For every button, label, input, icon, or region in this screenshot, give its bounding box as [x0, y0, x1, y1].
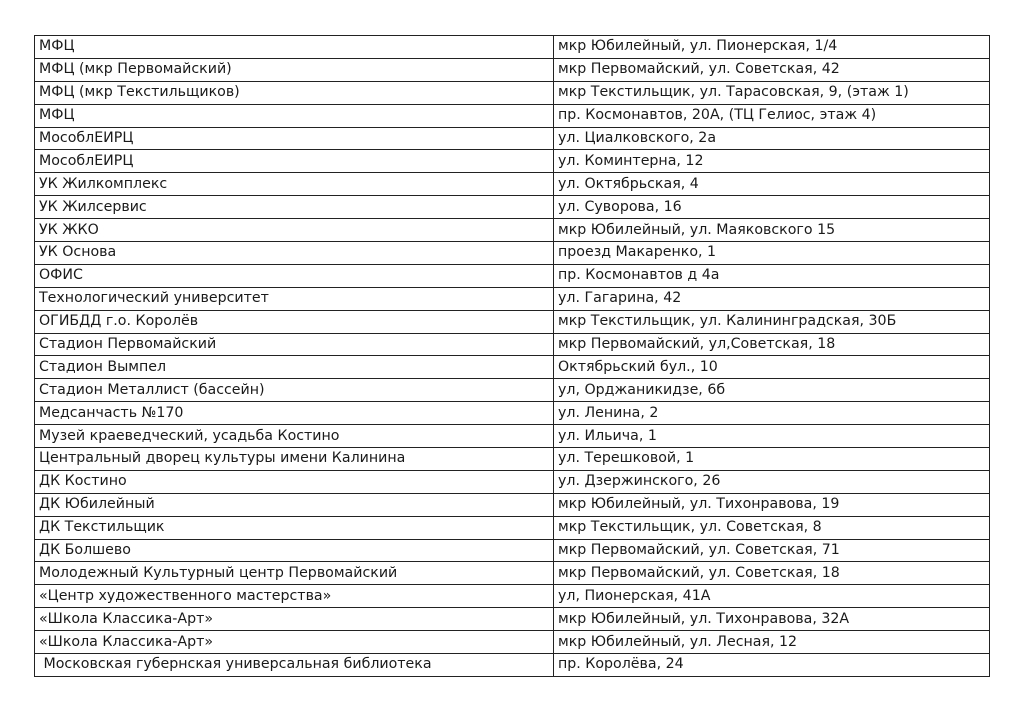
table-row	[35, 264, 990, 287]
table-row	[35, 425, 990, 448]
table-row	[35, 219, 990, 242]
organization-name-cell: Стадион Первомайский	[35, 333, 554, 356]
address-cell: ул. Дзержинского, 26	[554, 470, 990, 493]
table-row	[35, 539, 990, 562]
table-row	[35, 585, 990, 608]
organization-name-cell: УК Жилсервис	[35, 196, 554, 219]
address-cell: ул. Ильича, 1	[554, 425, 990, 448]
organization-name-cell: «Школа Классика-Арт»	[35, 608, 554, 631]
address-cell: мкр Первомайский, ул. Советская, 71	[554, 539, 990, 562]
organization-name-cell: ДК Болшево	[35, 539, 554, 562]
address-cell: пр. Королёва, 24	[554, 654, 990, 677]
address-cell: ул. Терешковой, 1	[554, 448, 990, 471]
organization-name-cell: Технологический университет	[35, 287, 554, 310]
table-row	[35, 242, 990, 265]
organization-name-cell: ДК Текстильщик	[35, 516, 554, 539]
organization-name-cell: ДК Костино	[35, 470, 554, 493]
organization-name-cell: Музей краеведческий, усадьба Костино	[35, 425, 554, 448]
organization-name-cell: Стадион Вымпел	[35, 356, 554, 379]
table-row	[35, 104, 990, 127]
organization-name-cell: ОФИС	[35, 264, 554, 287]
organization-name-cell: Молодежный Культурный центр Первомайский	[35, 562, 554, 585]
address-cell: ул, Орджаникидзе, 6б	[554, 379, 990, 402]
table-row	[35, 196, 990, 219]
table-row	[35, 402, 990, 425]
organization-name-cell: МособлЕИРЦ	[35, 150, 554, 173]
table-row	[35, 379, 990, 402]
address-cell: ул. Ленина, 2	[554, 402, 990, 425]
address-cell: мкр Юбилейный, ул. Тихонравова, 32А	[554, 608, 990, 631]
table-body	[35, 36, 990, 677]
organization-name-cell: Медсанчасть №170	[35, 402, 554, 425]
organization-name-cell: «Центр художественного мастерства»	[35, 585, 554, 608]
table-row	[35, 127, 990, 150]
table-row	[35, 562, 990, 585]
address-cell: мкр Первомайский, ул. Советская, 18	[554, 562, 990, 585]
address-cell: мкр Первомайский, ул,Советская, 18	[554, 333, 990, 356]
address-cell: мкр Текстильщик, ул. Калининградская, 30Б	[554, 310, 990, 333]
table-row	[35, 516, 990, 539]
organization-name-cell: УК Жилкомплекс	[35, 173, 554, 196]
address-cell: мкр Первомайский, ул. Советская, 42	[554, 58, 990, 81]
table-row	[35, 356, 990, 379]
table-row	[35, 81, 990, 104]
table-row	[35, 470, 990, 493]
address-cell: ул. Гагарина, 42	[554, 287, 990, 310]
address-cell: ул. Циалковского, 2а	[554, 127, 990, 150]
table-row	[35, 287, 990, 310]
table-row	[35, 58, 990, 81]
organization-name-cell: Центральный дворец культуры имени Калинина	[35, 448, 554, 471]
address-cell: мкр Текстильщик, ул. Тарасовская, 9, (этаж 1)	[554, 81, 990, 104]
table-row	[35, 631, 990, 654]
address-cell: ул. Коминтерна, 12	[554, 150, 990, 173]
organization-name-cell: МФЦ (мкр Текстильщиков)	[35, 81, 554, 104]
table-row	[35, 493, 990, 516]
organization-name-cell: УК ЖКО	[35, 219, 554, 242]
address-cell: Октябрьский бул., 10	[554, 356, 990, 379]
document-page	[34, 35, 989, 677]
address-cell: проезд Макаренко, 1	[554, 242, 990, 265]
table-row	[35, 36, 990, 59]
table-row	[35, 173, 990, 196]
address-cell: мкр Юбилейный, ул. Лесная, 12	[554, 631, 990, 654]
address-cell: ул, Пионерская, 41А	[554, 585, 990, 608]
organization-name-cell: ДК Юбилейный	[35, 493, 554, 516]
organization-name-cell: ОГИБДД г.о. Королёв	[35, 310, 554, 333]
organization-name-cell: Московская губернская универсальная библиотека	[35, 654, 554, 677]
address-cell: ул. Суворова, 16	[554, 196, 990, 219]
address-cell: мкр Юбилейный, ул. Тихонравова, 19	[554, 493, 990, 516]
organization-name-cell: «Школа Классика-Арт»	[35, 631, 554, 654]
table-row	[35, 608, 990, 631]
table-row	[35, 448, 990, 471]
table-row	[35, 310, 990, 333]
organization-name-cell: МФЦ (мкр Первомайский)	[35, 58, 554, 81]
address-cell: мкр Юбилейный, ул. Маяковского 15	[554, 219, 990, 242]
address-cell: пр. Космонавтов, 20А, (ТЦ Гелиос, этаж 4)	[554, 104, 990, 127]
organization-name-cell: МФЦ	[35, 36, 554, 59]
organization-name-cell: Стадион Металлист (бассейн)	[35, 379, 554, 402]
table-row	[35, 333, 990, 356]
organization-name-cell: МФЦ	[35, 104, 554, 127]
address-cell: мкр Текстильщик, ул. Советская, 8	[554, 516, 990, 539]
table-row	[35, 150, 990, 173]
table-row	[35, 654, 990, 677]
address-table	[34, 35, 990, 677]
organization-name-cell: УК Основа	[35, 242, 554, 265]
address-cell: пр. Космонавтов д 4а	[554, 264, 990, 287]
address-cell: мкр Юбилейный, ул. Пионерская, 1/4	[554, 36, 990, 59]
address-cell: ул. Октябрьская, 4	[554, 173, 990, 196]
organization-name-cell: МособлЕИРЦ	[35, 127, 554, 150]
